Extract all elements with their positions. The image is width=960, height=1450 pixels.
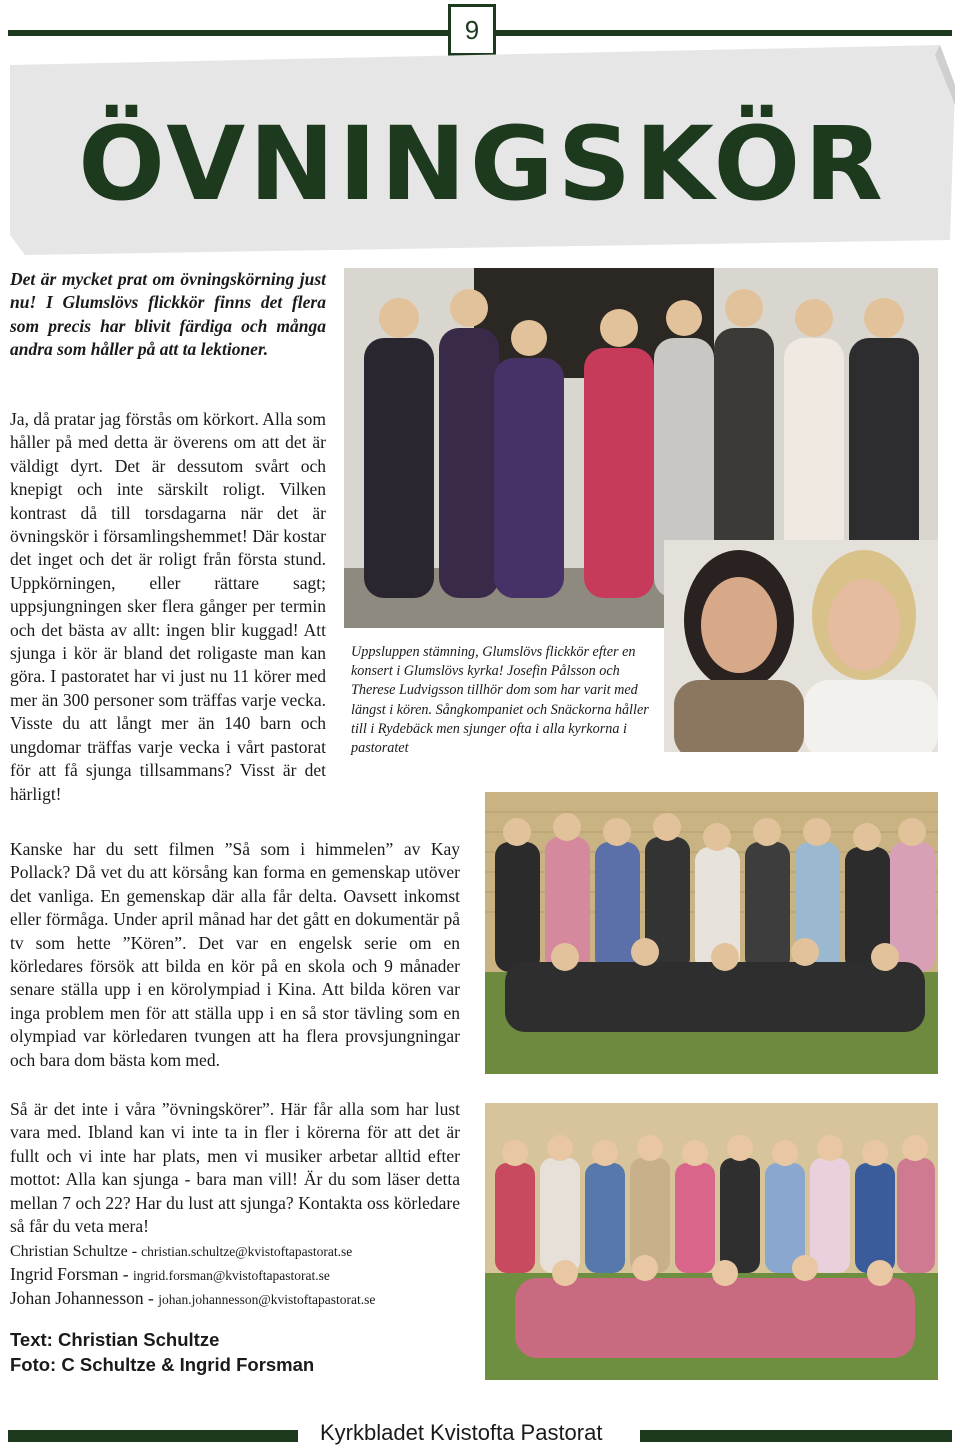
text-credit: Text: Christian Schultze [10,1329,220,1350]
title-banner [10,45,955,255]
contact-name: Christian Schultze - [10,1243,142,1260]
contact-email[interactable]: christian.schultze@kvistoftapastorat.se [141,1244,353,1259]
photo-credit: Foto: C Schultze & Ingrid Forsman [10,1354,315,1375]
contact-line [10,1263,480,1287]
contact-email[interactable]: ingrid.forsman@kvistoftapastorat.se [132,1268,330,1283]
footer-rule-left [8,1430,298,1442]
credits [10,1327,314,1377]
childrens-choir-photo [485,1103,938,1380]
page-number: 9 [448,4,496,56]
contact-name: Johan Johannesson - [10,1288,159,1308]
banner-title: ÖVNINGSKÖR [78,105,887,224]
choir-photo-brick-wall [485,792,938,1074]
photo-caption: Uppsluppen stämning, Glumslövs flickkör efter en konsert i Glumslövs kyrka! Josefin Pålsson och Therese Ludvigsson tillhör dom som har varit med längst i kören. Sångkompaniet och Snäckorna håller till i Rydebäck men sjunger ofta i alla kyrkorna i pastoratet [351,644,649,757]
contact-line [10,1287,480,1311]
contact-email[interactable]: johan.johannesson@kvistoftapastorat.se [158,1292,376,1307]
lead-paragraph: Det är mycket prat om övningskörning just nu! I Glumslövs flickkör finns det flera som precis har blivit färdiga och många andra som håller på att ta lektioner. [10,269,326,360]
footer-rule-right [640,1430,952,1442]
intro-paragraph: Ja, då pratar jag förstås om körkort. Alla som håller på med detta är överens om att det är väldigt dyrt. Det är dessutom svårt och knepigt och inte särskilt roligt. Vilken kontrast då till torsdagarna när det är övningskör i församlingshemmet! Där kostar det inget och det är roligt från första stund. Uppkörningen, eller rättare sagt; uppsjungningen sker flera gånger per termin och det bästa av allt: ingen blir kuggad! Att sjunga i kör är bland det roligaste man kan göra. I pastoratet har vi just nu 11 körer med mer än 300 personer som träffas varje vecka. Visste du att långt mer än 140 barn och ungdomar träffas varje vecka i vårt pastorat för att få sjunga tillsammans? Visst är det härligt! [10,409,326,804]
contact-list [10,1240,480,1311]
footer-publication: Kyrkbladet Kvistofta Pastorat [320,1420,603,1445]
duo-portrait-photo [664,540,938,752]
body-paragraph-2: Kanske har du sett filmen ”Så som i himmelen” av Kay Pollack? Då vet du att körsång kan forma en gemenskap utöver det vanliga. En gemenskap där alla får delta. Oavsett inkomst eller förmåga. Under april månad har det gått en dokumentär på tv som hette ”Kören”. Det var en engelsk serie om en körledares försök att bilda en kör på en skola och 9 månader senare ställa upp i en körolympiad i Kina. Att bilda kören var inga problem men för att ställa upp i en så stor tävling som en olympiad var körledaren tvungen att ha flera provsjungningar och bara dom bästa kom med. [10,839,460,1070]
contact-name: Ingrid Forsman - [10,1264,133,1284]
contact-line [10,1240,480,1263]
body-paragraph-3: Så är det inte i våra ”övningskörer”. Här får alla som har lust vara med. Ibland kan vi inte ta in fler i körerna för att det är fullt och vi inte har plats, men vi musiker arbetar alltid efter mottot: Alla kan sjunga - bara man vill! Är du som läser detta mellan 7 och 22? Har du lust att sjunga? Kontakta oss körledare så får du veta mera! [10,1099,460,1237]
